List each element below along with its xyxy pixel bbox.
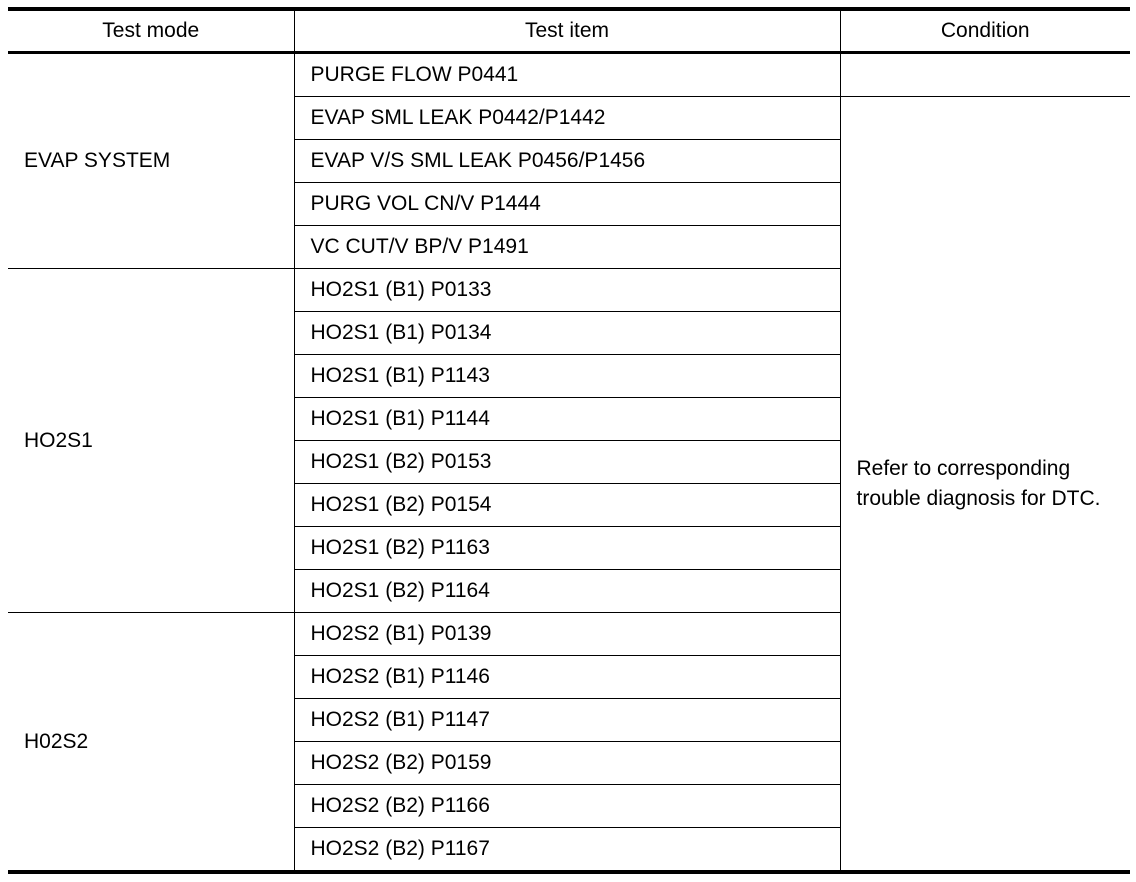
condition-cell: Refer to corresponding trouble diagnosis for DTC. <box>840 97 1130 873</box>
test-item-cell: HO2S1 (B2) P0154 <box>294 484 840 527</box>
test-item-cell: PURGE FLOW P0441 <box>294 53 840 97</box>
test-item-cell: HO2S1 (B1) P0133 <box>294 269 840 312</box>
header-test-mode: Test mode <box>8 9 294 53</box>
test-item-cell: HO2S2 (B2) P0159 <box>294 742 840 785</box>
test-mode-cell: H02S2 <box>8 613 294 873</box>
test-item-cell: PURG VOL CN/V P1444 <box>294 183 840 226</box>
condition-empty-cell <box>840 53 1130 97</box>
test-item-cell: VC CUT/V BP/V P1491 <box>294 226 840 269</box>
table-row <box>8 53 1130 97</box>
test-item-cell: HO2S1 (B2) P1163 <box>294 527 840 570</box>
test-item-cell: HO2S1 (B1) P1143 <box>294 355 840 398</box>
test-item-cell: HO2S1 (B1) P0134 <box>294 312 840 355</box>
test-item-cell: HO2S2 (B1) P0139 <box>294 613 840 656</box>
dtc-test-table <box>8 7 1130 874</box>
test-mode-cell: EVAP SYSTEM <box>8 53 294 269</box>
test-item-cell: EVAP SML LEAK P0442/P1442 <box>294 97 840 140</box>
header-test-item: Test item <box>294 9 840 53</box>
test-item-cell: HO2S1 (B1) P1144 <box>294 398 840 441</box>
header-condition: Condition <box>840 9 1130 53</box>
test-item-cell: EVAP V/S SML LEAK P0456/P1456 <box>294 140 840 183</box>
test-item-cell: HO2S2 (B2) P1167 <box>294 828 840 873</box>
test-item-cell: HO2S2 (B1) P1147 <box>294 699 840 742</box>
test-item-cell: HO2S2 (B2) P1166 <box>294 785 840 828</box>
test-item-cell: HO2S1 (B2) P1164 <box>294 570 840 613</box>
header-row <box>8 9 1130 53</box>
test-mode-cell: HO2S1 <box>8 269 294 613</box>
test-item-cell: HO2S1 (B2) P0153 <box>294 441 840 484</box>
test-item-cell: HO2S2 (B1) P1146 <box>294 656 840 699</box>
